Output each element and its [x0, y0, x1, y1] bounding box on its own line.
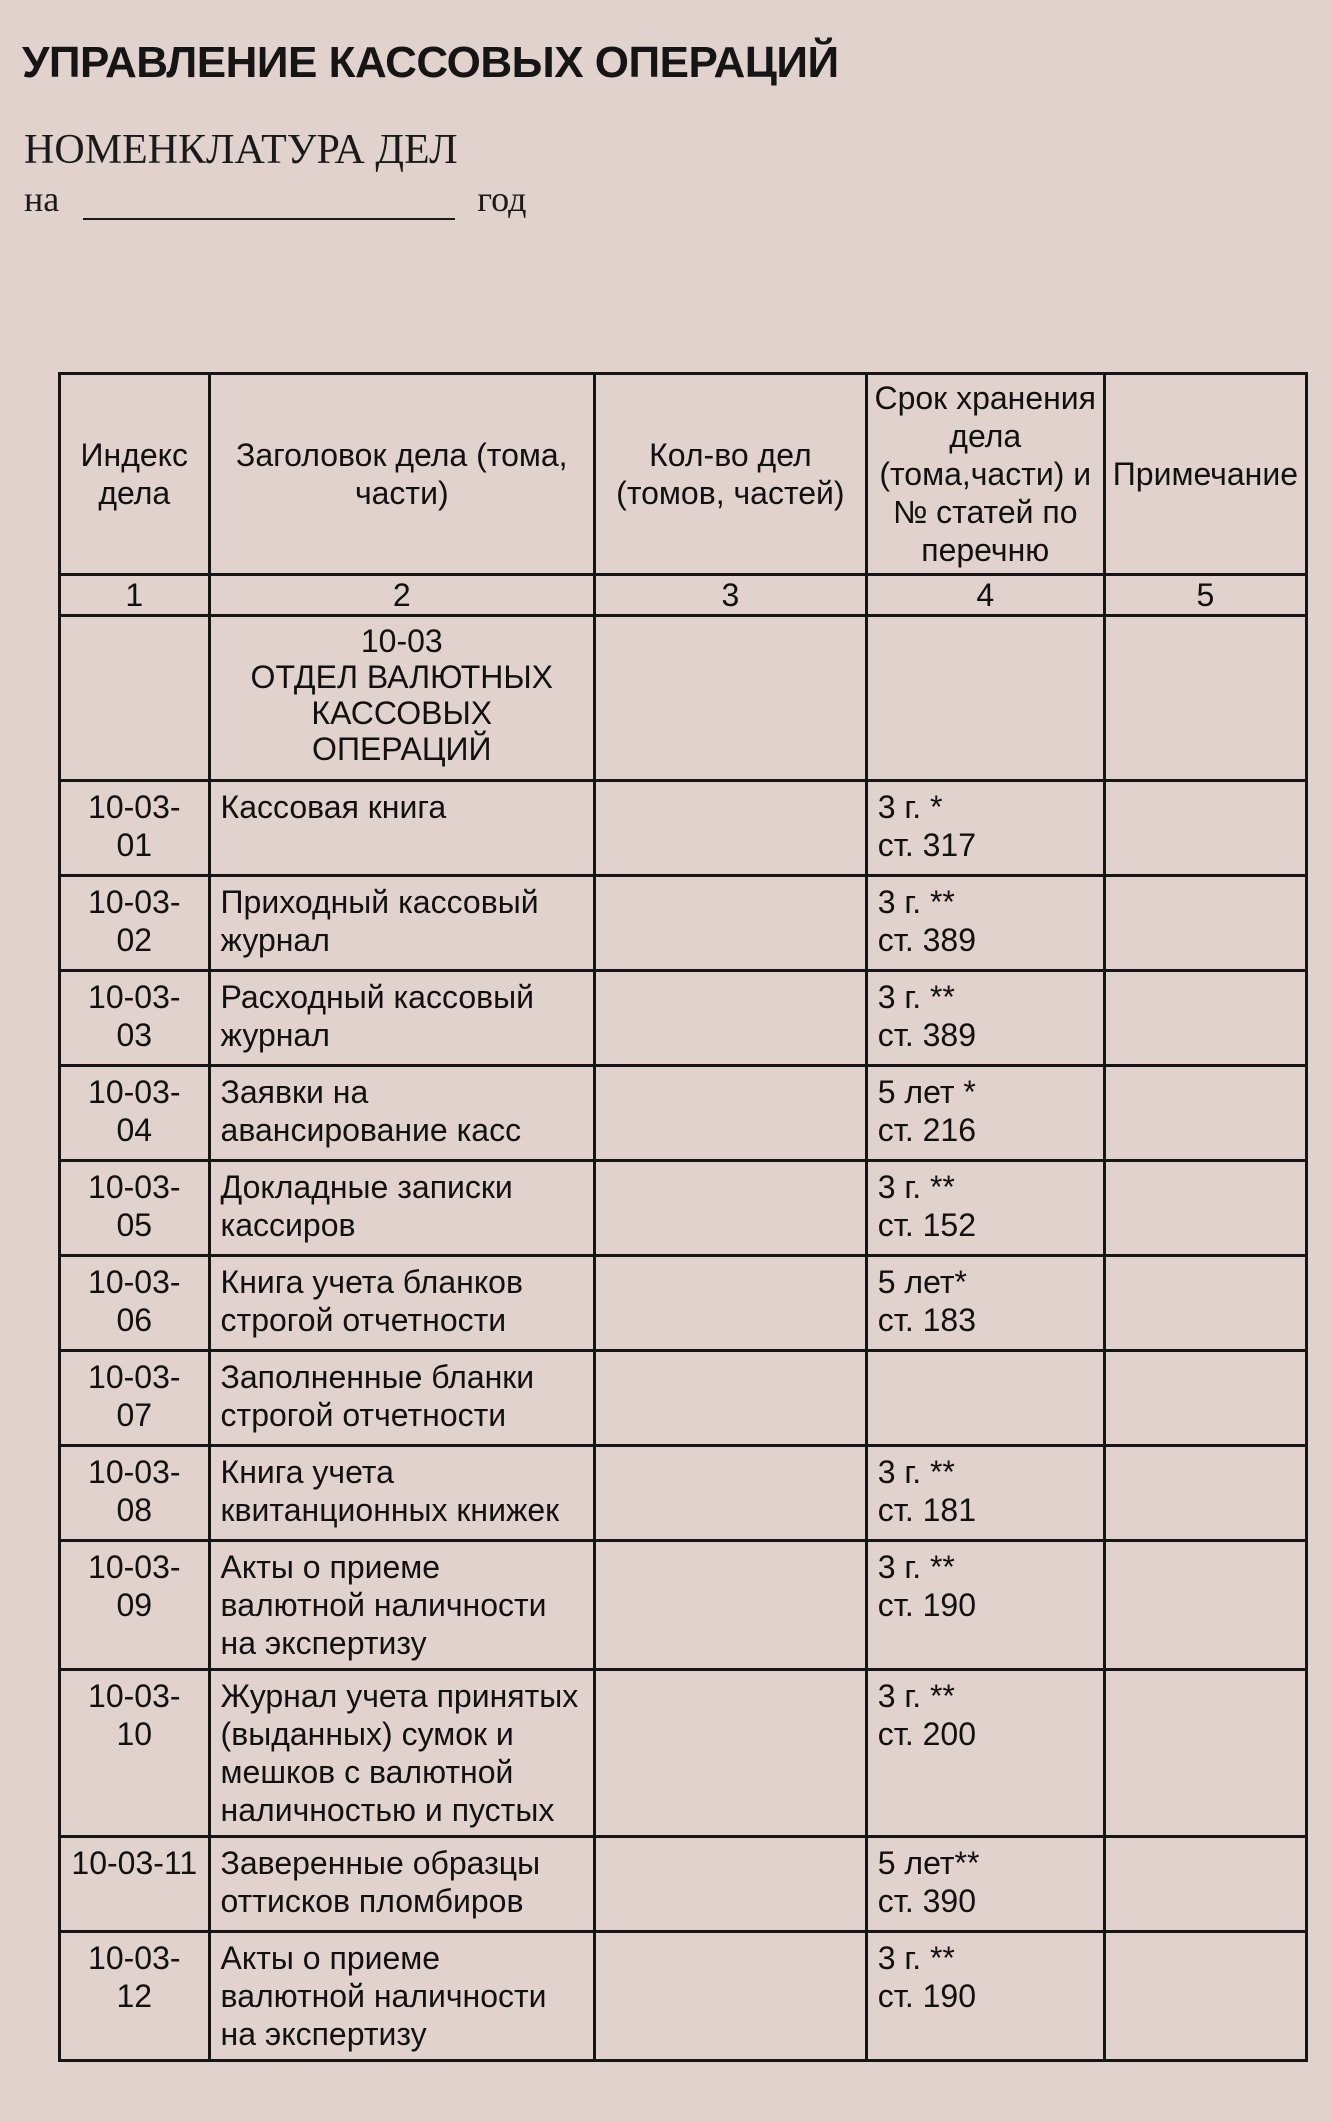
retention-article: ст. 190	[877, 1978, 977, 2014]
case-index: 10-03-10	[60, 1670, 210, 1837]
table-row	[60, 1256, 1307, 1351]
retention-period: 5 лет**	[877, 1845, 980, 1881]
section-index-cell	[60, 616, 210, 781]
case-note	[1104, 971, 1306, 1066]
case-note	[1104, 1351, 1306, 1446]
case-retention-term	[866, 971, 1104, 1066]
case-retention-term	[866, 1932, 1104, 2061]
case-count	[595, 1351, 867, 1446]
case-note	[1104, 1066, 1306, 1161]
case-title: Приходный кассовый журнал	[209, 876, 594, 971]
retention-article: ст. 389	[877, 922, 977, 958]
section-code: 10-03	[360, 623, 443, 659]
table-row	[60, 1066, 1307, 1161]
retention-period: 3 г. **	[877, 1678, 955, 1714]
case-index: 10-03-03	[60, 971, 210, 1066]
case-count	[595, 1066, 867, 1161]
case-title: Книга учета бланков строгой отчетности	[209, 1256, 594, 1351]
retention-article: ст. 190	[877, 1587, 977, 1623]
case-count	[595, 781, 867, 876]
case-count	[595, 1541, 867, 1670]
case-retention-term	[866, 1837, 1104, 1932]
case-index: 10-03-11	[60, 1837, 210, 1932]
retention-period: 3 г. **	[877, 979, 955, 1015]
retention-period: 3 г. **	[877, 884, 955, 920]
case-count	[595, 1670, 867, 1837]
section-term-cell	[866, 616, 1104, 781]
case-count	[595, 1161, 867, 1256]
column-number: 2	[209, 575, 594, 616]
retention-period: 3 г. *	[877, 789, 943, 825]
retention-article: ст. 183	[877, 1302, 977, 1338]
case-note	[1104, 1670, 1306, 1837]
table-row	[60, 1932, 1307, 2061]
column-number: 3	[595, 575, 867, 616]
retention-period: 3 г. **	[877, 1549, 955, 1585]
retention-period: 3 г. **	[877, 1940, 955, 1976]
case-count	[595, 1932, 867, 2061]
retention-period: 3 г. **	[877, 1454, 955, 1490]
column-number-row	[60, 575, 1307, 616]
case-title: Докладные записки кассиров	[209, 1161, 594, 1256]
case-title: Кассовая книга	[209, 781, 594, 876]
section-count-cell	[595, 616, 867, 781]
table-row	[60, 1541, 1307, 1670]
table-row	[60, 1446, 1307, 1541]
case-retention-term	[866, 781, 1104, 876]
case-count	[595, 1837, 867, 1932]
case-index: 10-03-04	[60, 1066, 210, 1161]
case-retention-term	[866, 1670, 1104, 1837]
case-index: 10-03-08	[60, 1446, 210, 1541]
case-note	[1104, 1161, 1306, 1256]
case-note	[1104, 876, 1306, 971]
case-note	[1104, 1256, 1306, 1351]
case-note	[1104, 1837, 1306, 1932]
year-blank-field	[83, 188, 455, 220]
case-note	[1104, 1446, 1306, 1541]
case-note	[1104, 781, 1306, 876]
year-suffix: год	[477, 179, 527, 219]
case-retention-term	[866, 1351, 1104, 1446]
case-retention-term	[866, 1161, 1104, 1256]
case-index: 10-03-09	[60, 1541, 210, 1670]
table-row	[60, 781, 1307, 876]
column-header-term: Срок хранения дела (тома,части) и № статей по перечню	[866, 374, 1104, 575]
case-index: 10-03-05	[60, 1161, 210, 1256]
case-note	[1104, 1932, 1306, 2061]
year-prefix: на	[24, 179, 60, 219]
table-header-row	[60, 374, 1307, 575]
table-row	[60, 1351, 1307, 1446]
case-count	[595, 876, 867, 971]
retention-article: ст. 200	[877, 1716, 977, 1752]
nomenclature-table	[58, 372, 1308, 2062]
retention-period: 5 лет *	[877, 1074, 976, 1110]
case-title: Книга учета квитанционных книжек	[209, 1446, 594, 1541]
retention-article: ст. 389	[877, 1017, 977, 1053]
case-title: Заявки на авансирование касс	[209, 1066, 594, 1161]
case-title: Заполненные бланки строгой отчетности	[209, 1351, 594, 1446]
case-count	[595, 1446, 867, 1541]
section-heading	[209, 616, 594, 781]
case-title: Акты о приеме валютной наличности на экспертизу	[209, 1932, 594, 2061]
case-retention-term	[866, 1541, 1104, 1670]
table-row	[60, 1161, 1307, 1256]
table-row	[60, 1837, 1307, 1932]
case-index: 10-03-07	[60, 1351, 210, 1446]
table-row	[60, 876, 1307, 971]
section-row	[60, 616, 1307, 781]
case-count	[595, 971, 867, 1066]
case-note	[1104, 1541, 1306, 1670]
column-header-title: Заголовок дела (тома, части)	[209, 374, 594, 575]
case-retention-term	[866, 876, 1104, 971]
page-header: УПРАВЛЕНИЕ КАССОВЫХ ОПЕРАЦИЙ	[22, 38, 839, 87]
column-number: 5	[1104, 575, 1306, 616]
retention-article: ст. 152	[877, 1207, 977, 1243]
case-index: 10-03-02	[60, 876, 210, 971]
column-header-index: Индекс дела	[60, 374, 210, 575]
section-note-cell	[1104, 616, 1306, 781]
column-number: 4	[866, 575, 1104, 616]
table-row	[60, 1670, 1307, 1837]
case-title: Акты о приеме валютной наличности на экспертизу	[209, 1541, 594, 1670]
case-title: Расходный кассовый журнал	[209, 971, 594, 1066]
retention-article: ст. 216	[877, 1112, 977, 1148]
document-title: НОМЕНКЛАТУРА ДЕЛ	[24, 127, 458, 173]
column-header-note: Примечание	[1104, 374, 1306, 575]
case-title: Журнал учета принятых (выданных) сумок и мешков с валютной наличностью и пустых	[209, 1670, 594, 1837]
case-index: 10-03-06	[60, 1256, 210, 1351]
case-count	[595, 1256, 867, 1351]
retention-article: ст. 181	[877, 1492, 977, 1528]
retention-period: 5 лет*	[877, 1264, 967, 1300]
column-number: 1	[60, 575, 210, 616]
case-index: 10-03-01	[60, 781, 210, 876]
column-header-count: Кол-во дел (томов, частей)	[595, 374, 867, 575]
section-name: ОТДЕЛ ВАЛЮТНЫХ КАССОВЫХ ОПЕРАЦИЙ	[250, 659, 554, 767]
retention-article: ст. 390	[877, 1883, 977, 1919]
case-retention-term	[866, 1066, 1104, 1161]
case-retention-term	[866, 1256, 1104, 1351]
retention-period: 3 г. **	[877, 1169, 955, 1205]
case-index: 10-03-12	[60, 1932, 210, 2061]
table-row	[60, 971, 1307, 1066]
retention-article: ст. 317	[877, 827, 977, 863]
case-retention-term	[866, 1446, 1104, 1541]
year-line	[24, 178, 526, 220]
case-title: Заверенные образцы оттисков пломбиров	[209, 1837, 594, 1932]
